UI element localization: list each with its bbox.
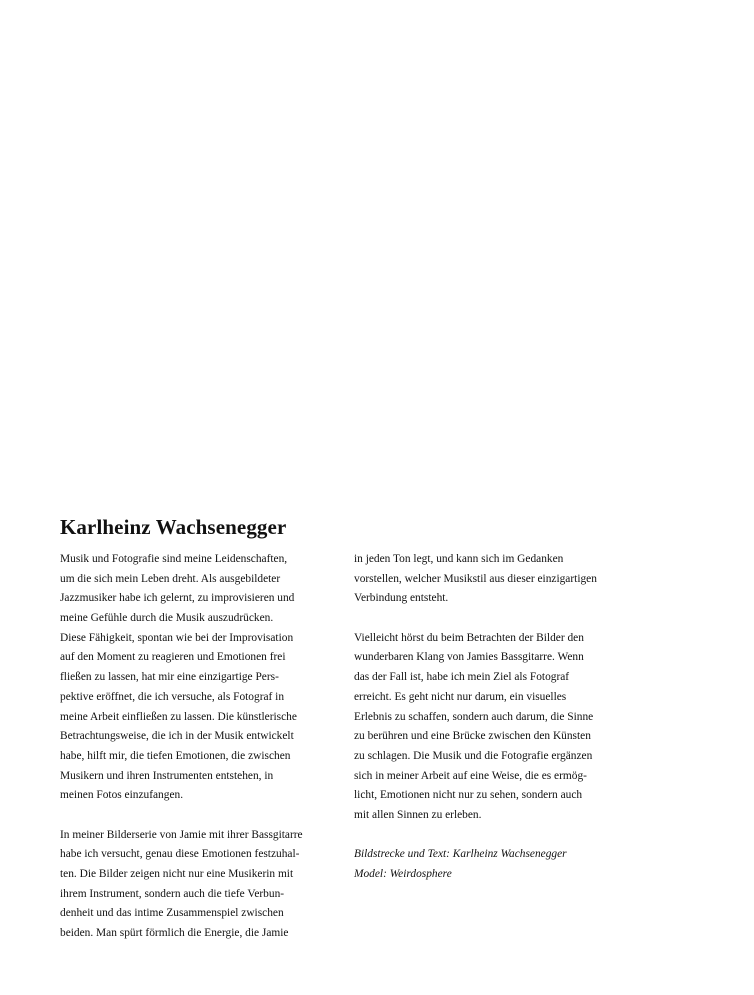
text-line: Betrachtungsweise, die ich in der Musik entwickelt bbox=[60, 730, 294, 743]
text-line: erreicht. Es geht nicht nur darum, ein visuelles bbox=[354, 690, 567, 703]
text-line: pektive eröffnet, die ich versuche, als Fotograf in bbox=[60, 690, 285, 703]
text-line: mit allen Sinnen zu erleben. bbox=[354, 808, 482, 821]
text-line: Verbindung entsteht. bbox=[354, 592, 449, 605]
text-line: habe, hilft mir, die tiefen Emotionen, die zwischen bbox=[60, 749, 291, 762]
text-line: ten. Die Bilder zeigen nicht nur eine Musikerin mit bbox=[60, 868, 294, 880]
text-line: vorstellen, welcher Musikstil aus dieser einzigartigen bbox=[354, 572, 597, 585]
text-line: fließen zu lassen, hat mir eine einzigartige Pers- bbox=[60, 671, 279, 684]
text-line: meine Arbeit einfließen zu lassen. Die künstlerische bbox=[60, 710, 297, 723]
text-line: zu schlagen. Die Musik und die Fotografie ergänzen bbox=[354, 749, 593, 762]
paragraph-gap bbox=[354, 609, 624, 629]
text-line: denheit und das intime Zusammenspiel zwischen bbox=[60, 907, 284, 920]
text-line: In meiner Bilderserie von Jamie mit ihrer Bassgitarre bbox=[60, 828, 303, 841]
text-line: in jeden Ton legt, und kann sich im Gedanken bbox=[354, 553, 564, 565]
text-line: habe ich versucht, genau diese Emotionen festzuhal- bbox=[60, 848, 300, 861]
text-line: auf den Moment zu reagieren und Emotionen frei bbox=[60, 651, 286, 664]
paragraph-gap bbox=[354, 826, 624, 846]
text-line: licht, Emotionen nicht nur zu sehen, sondern auch bbox=[354, 789, 583, 802]
text-line: Musik und Fotografie sind meine Leidenschaften, bbox=[60, 553, 288, 565]
text-line: Musikern und ihren Instrumenten entstehen, in bbox=[60, 769, 274, 782]
text-line: wunderbaren Klang von Jamies Bassgitarre. Wenn bbox=[354, 651, 584, 664]
text-line: Vielleicht hörst du beim Betrachten der Bilder den bbox=[354, 631, 584, 644]
text-line: um die sich mein Leben dreht. Als ausgebildeter bbox=[60, 572, 281, 585]
left-column bbox=[60, 550, 330, 944]
text-line: meine Gefühle durch die Musik auszudrücken. bbox=[60, 612, 274, 625]
photo-credit: Bildstrecke und Text: Karlheinz Wachsenegger bbox=[354, 848, 567, 861]
paragraph-gap bbox=[60, 806, 330, 826]
text-line: zu berühren und eine Brücke zwischen den Künsten bbox=[354, 730, 591, 743]
article-title: Karlheinz Wachsenegger bbox=[60, 515, 287, 539]
right-column bbox=[354, 550, 624, 885]
text-line: Erlebnis zu schaffen, sondern auch darum, die Sinne bbox=[354, 710, 594, 723]
text-line: beiden. Man spürt förmlich die Energie, die Jamie bbox=[60, 927, 289, 940]
text-line: Diese Fähigkeit, spontan wie bei der Improvisation bbox=[60, 631, 294, 644]
text-line: ihrem Instrument, sondern auch die tiefe Verbun- bbox=[60, 887, 285, 900]
text-line: sich in meiner Arbeit auf eine Weise, die es ermög- bbox=[354, 769, 587, 782]
text-line: Jazzmusiker habe ich gelernt, zu improvisieren und bbox=[60, 592, 295, 605]
model-credit: Model: Weirdosphere bbox=[354, 868, 452, 880]
text-line: das der Fall ist, habe ich mein Ziel als Fotograf bbox=[354, 671, 570, 684]
text-line: meinen Fotos einzufangen. bbox=[60, 789, 184, 802]
